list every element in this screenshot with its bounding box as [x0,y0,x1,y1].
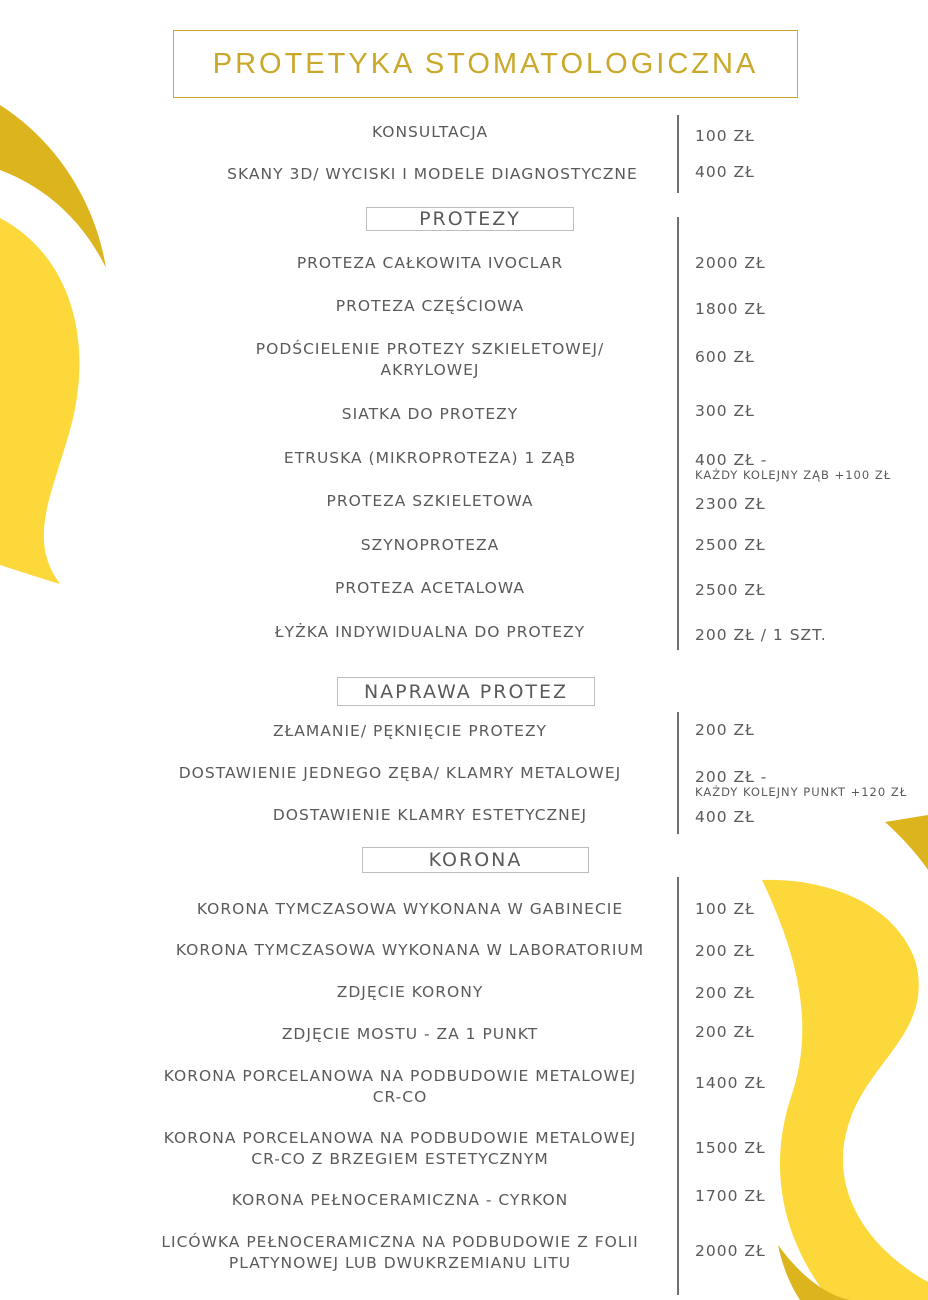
service-price: 1800 ZŁ [695,300,766,318]
service-price-note: KAŻDY KOLEJNY ZĄB +100 ZŁ [695,468,892,482]
service-price [695,451,891,481]
service-name [180,339,680,381]
service-price: 300 ZŁ [695,402,755,420]
right-yellow-flame [762,880,928,1300]
service-price: 400 ZŁ [695,163,755,181]
page-title-frame [173,30,798,98]
service-name-line: CR-CO [372,1088,428,1106]
section-heading-korona: KORONA [362,847,589,873]
section-heading-naprawa-protez: NAPRAWA PROTEZ [337,677,595,706]
service-name: ZDJĘCIE KORONY [336,983,484,1001]
section-heading-protezy: PROTEZY [366,207,574,231]
service-price-value: 400 ZŁ - [695,451,768,469]
page-title: PROTETYKA STOMATOLOGICZNA [212,47,759,80]
service-price: 2500 ZŁ [695,536,766,554]
service-price: 200 ZŁ [695,1023,755,1041]
service-price: 200 ZŁ [695,984,755,1002]
service-price: 400 ZŁ [695,808,755,826]
service-price: 1500 ZŁ [695,1139,766,1157]
left-yellow-flame [0,218,79,584]
service-price: 2000 ZŁ [695,254,766,272]
service-price: 100 ZŁ [695,900,755,918]
service-price: 1400 ZŁ [695,1074,766,1092]
service-price-value: 200 ZŁ - [695,768,768,786]
service-name: KORONA TYMCZASOWA WYKONANA W GABINECIE [196,900,624,918]
service-name-line: KORONA PORCELANOWA NA PODBUDOWIE METALOWEJ [163,1067,637,1085]
service-name: KONSULTACJA [371,123,489,141]
service-price: 200 ZŁ [695,942,755,960]
service-name-line: AKRYLOWEJ [380,361,480,379]
service-name: PROTEZA CZĘŚCIOWA [335,297,525,315]
service-price: 600 ZŁ [695,348,755,366]
service-name: ETRUSKA (MIKROPROTEZA) 1 ZĄB [283,449,577,467]
service-name: SKANY 3D/ WYCISKI I MODELE DIAGNOSTYCZNE [227,165,638,183]
right-dark-swoosh [885,815,928,870]
service-name: PROTEZA ACETALOWA [335,579,525,597]
price-divider [677,115,679,193]
service-name: KORONA PEŁNOCERAMICZNA - CYRKON [231,1191,569,1209]
service-name-line: LICÓWKA PEŁNOCERAMICZNA NA PODBUDOWIE Z FOLII [161,1233,639,1251]
service-name-line: PLATYNOWEJ LUB DWUKRZEMIANU LITU [228,1254,572,1272]
service-name: KORONA TYMCZASOWA WYKONANA W LABORATORIUM [175,941,645,959]
service-name: ZŁAMANIE/ PĘKNIĘCIE PROTEZY [272,722,548,740]
service-name [140,1066,660,1108]
service-price: 2300 ZŁ [695,495,766,513]
service-name: ZDJĘCIE MOSTU - ZA 1 PUNKT [281,1025,539,1043]
service-name-line: PODŚCIELENIE PROTEZY SZKIELETOWEJ/ [255,340,605,358]
service-name-line: CR-CO Z BRZEGIEM ESTETYCZNYM [251,1150,549,1168]
service-name: ŁYŻKA INDYWIDUALNA DO PROTEZY [274,623,586,641]
service-price: 200 ZŁ / 1 SZT. [695,626,827,644]
service-name [140,1128,660,1170]
service-price [695,768,907,798]
service-name: PROTEZA SZKIELETOWA [326,492,534,510]
service-name-line: KORONA PORCELANOWA NA PODBUDOWIE METALOWEJ [163,1129,637,1147]
service-name [140,1232,660,1274]
service-name: SIATKA DO PROTEZY [341,405,519,423]
service-name: SZYNOPROTEZA [360,536,500,554]
service-name: DOSTAWIENIE JEDNEGO ZĘBA/ KLAMRY METALOWEJ [178,764,622,782]
service-price-note: KAŻDY KOLEJNY PUNKT +120 ZŁ [695,785,908,799]
service-name: DOSTAWIENIE KLAMRY ESTETYCZNEJ [272,806,588,824]
service-name: PROTEZA CAŁKOWITA IVOCLAR [296,254,564,272]
service-price: 2500 ZŁ [695,581,766,599]
service-price: 1700 ZŁ [695,1187,766,1205]
service-price: 2000 ZŁ [695,1242,766,1260]
service-price: 200 ZŁ [695,721,755,739]
service-price: 100 ZŁ [695,127,755,145]
